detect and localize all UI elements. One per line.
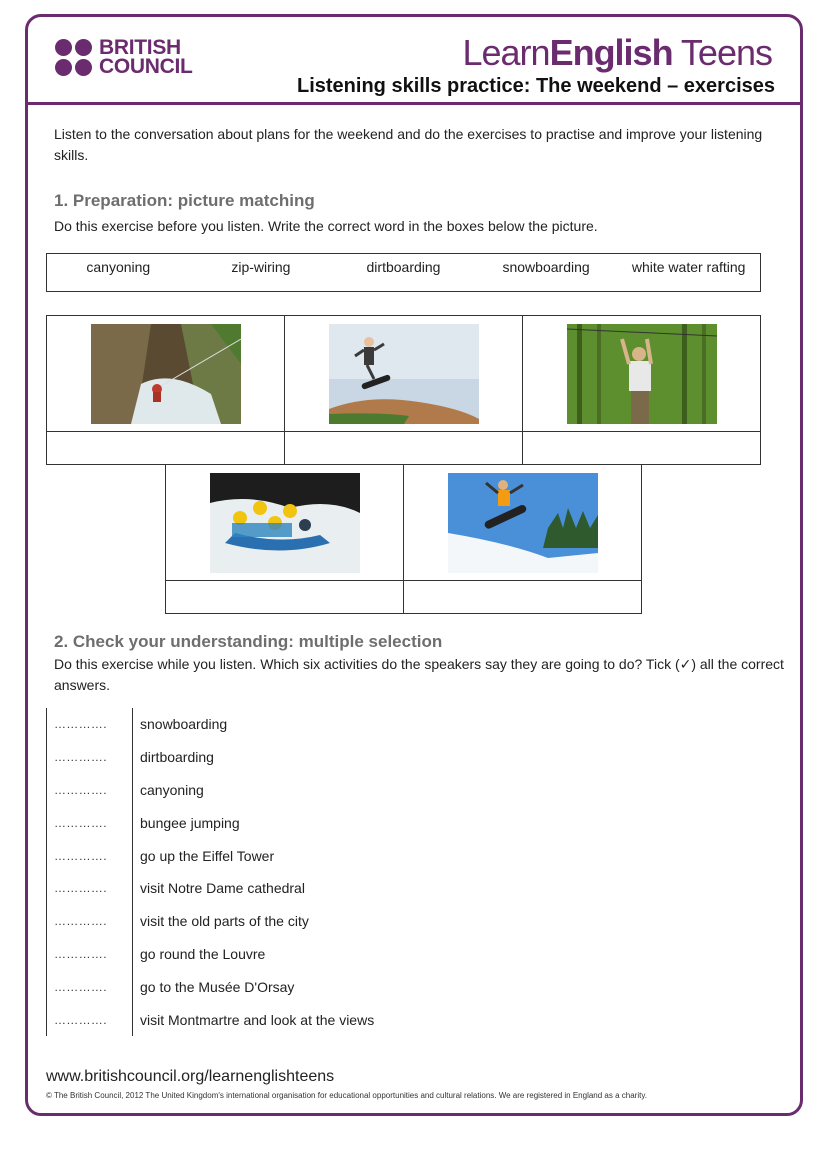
canyoning-photo — [91, 324, 241, 424]
footer-copyright: © The British Council, 2012 The United Kingdom's international organisation for educational opportunities and cultural relations. We are registered in England as a charity. — [46, 1091, 647, 1100]
activity-label: visit Montmartre and look at the views — [140, 1011, 375, 1028]
list-item — [47, 1003, 533, 1036]
answer-box[interactable] — [166, 581, 404, 614]
page-title: Listening skills practice: The weekend – exercises — [297, 75, 775, 97]
picture-cell — [285, 316, 523, 432]
list-item — [47, 872, 533, 905]
tick-box[interactable]: …………. — [47, 774, 133, 807]
word-bank-item: white water rafting — [631, 259, 746, 275]
tick-box[interactable]: …………. — [47, 872, 133, 905]
header-divider — [25, 102, 803, 105]
word-bank-item: snowboarding — [502, 259, 590, 275]
answer-box[interactable] — [404, 581, 642, 614]
activity-label: go up the Eiffel Tower — [140, 847, 275, 864]
tick-box[interactable]: …………. — [47, 708, 133, 741]
activity-label: canyoning — [140, 781, 204, 798]
activity-label: go round the Louvre — [140, 945, 266, 962]
tick-box[interactable]: …………. — [47, 1003, 133, 1036]
list-item — [47, 839, 533, 872]
word-bank-item: zip-wiring — [231, 259, 291, 275]
brand-learn: Learn — [462, 32, 550, 73]
answer-box[interactable] — [523, 432, 761, 465]
brand-english: English — [549, 32, 673, 73]
activity-label: bungee jumping — [140, 814, 240, 831]
list-item — [47, 774, 533, 807]
logo-text-line2: COUNCIL — [99, 55, 193, 78]
section2-heading: 2. Check your understanding: multiple selection — [54, 632, 443, 651]
logo-text-line1: BRITISH — [99, 36, 181, 59]
tick-box[interactable]: …………. — [47, 806, 133, 839]
list-item — [47, 905, 533, 938]
snowboarding-photo — [448, 473, 598, 573]
picture-cell — [166, 465, 404, 581]
activity-label: go to the Musée D'Orsay — [140, 978, 295, 995]
activity-checklist — [46, 708, 533, 1036]
list-item — [47, 741, 533, 774]
word-bank-item: dirtboarding — [366, 259, 441, 275]
picture-table-row1 — [46, 315, 761, 465]
answer-box[interactable] — [47, 432, 285, 465]
list-item — [47, 970, 533, 1003]
activity-label: dirtboarding — [140, 749, 214, 766]
tick-box[interactable]: …………. — [47, 905, 133, 938]
british-council-logo — [55, 38, 193, 76]
learnenglish-teens-logo — [462, 32, 772, 74]
section1-instruction: Do this exercise before you listen. Write the correct word in the boxes below the picture. — [54, 218, 598, 234]
activity-label: snowboarding — [140, 716, 228, 733]
section1-heading: 1. Preparation: picture matching — [54, 191, 315, 210]
picture-cell — [404, 465, 642, 581]
tick-box[interactable]: …………. — [47, 938, 133, 971]
activity-label: visit the old parts of the city — [140, 913, 309, 930]
dirtboarding-photo — [329, 324, 479, 424]
activity-label: visit Notre Dame cathedral — [140, 880, 305, 897]
brand-teens: Teens — [672, 32, 772, 73]
footer-url[interactable]: www.britishcouncil.org/learnenglishteens — [46, 1068, 335, 1085]
picture-table-row2 — [165, 464, 642, 614]
section2-instruction: Do this exercise while you listen. Which six activities do the speakers say they are going to do? Tick (✓) all the correct answers. — [54, 656, 784, 693]
answer-box[interactable] — [285, 432, 523, 465]
picture-cell — [47, 316, 285, 432]
tick-box[interactable]: …………. — [47, 839, 133, 872]
zip-wiring-photo — [567, 324, 717, 424]
list-item — [47, 806, 533, 839]
white-water-rafting-photo — [210, 473, 360, 573]
picture-cell — [523, 316, 761, 432]
logo-dots-icon — [55, 39, 92, 76]
list-item — [47, 708, 533, 741]
list-item — [47, 938, 533, 971]
word-bank-item: canyoning — [86, 259, 151, 275]
intro-text: Listen to the conversation about plans for the weekend and do the exercises to practise and improve your listening skills. — [54, 126, 763, 163]
tick-box[interactable]: …………. — [47, 970, 133, 1003]
tick-box[interactable]: …………. — [47, 741, 133, 774]
word-bank — [46, 253, 761, 292]
